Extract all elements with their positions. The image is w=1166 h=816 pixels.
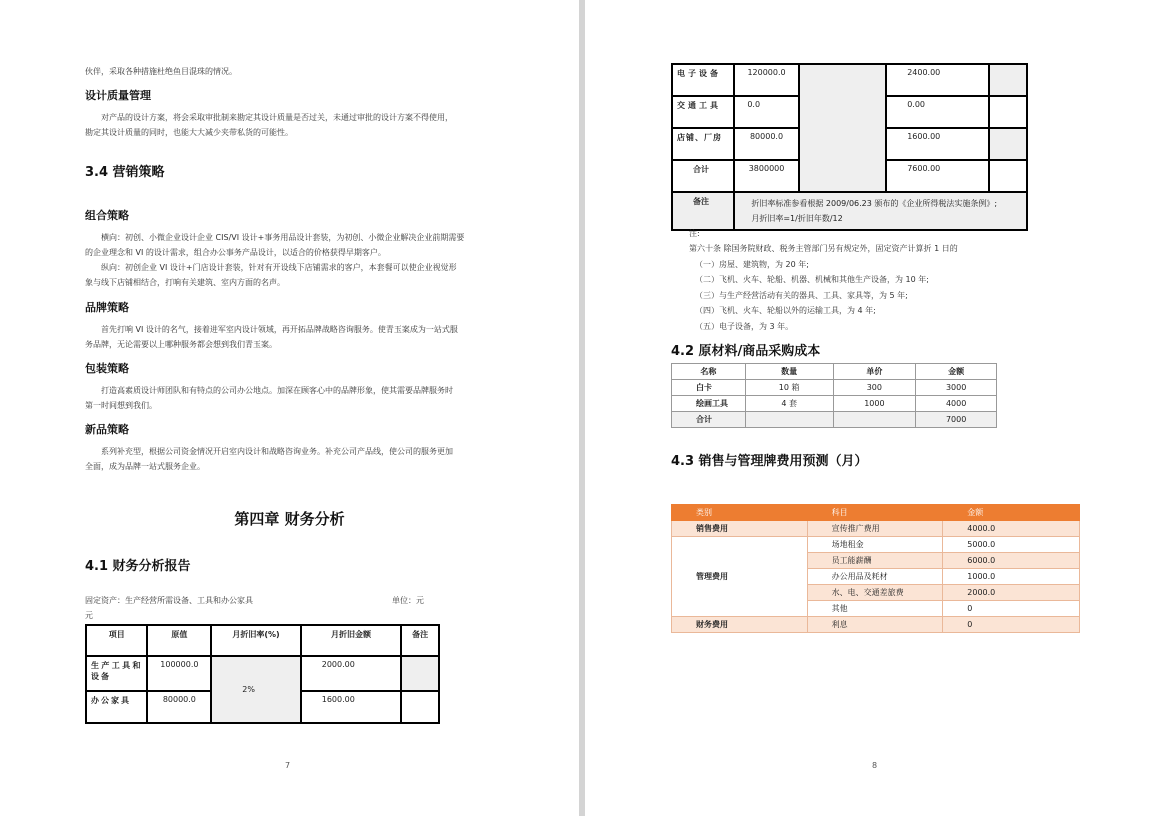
table-header-row <box>672 505 1080 521</box>
depreciation-rate: 2% <box>211 656 300 723</box>
table-row <box>672 380 997 396</box>
unit-label: 单位：元 <box>392 596 424 605</box>
expense-amount: 0 <box>943 601 1080 617</box>
remark-line: 折旧率标准参看根据 2009/06.23 颁布的《企业所得税法实施条例》; <box>751 199 998 208</box>
unit-price: 300 <box>833 380 916 396</box>
note-line: （四）飞机、火车、轮船以外的运输工具，为 4 年; <box>695 306 876 315</box>
unit-label-wrap: 元 <box>85 611 93 620</box>
fixed-asset-table <box>85 624 440 724</box>
expense-item: 员工能薪酬 <box>807 553 943 569</box>
new-product-text: 系列补充型，根据公司资金情况开启室内设计和战略咨询业务。补充公司产品线，使公司的服务更加 <box>101 447 453 456</box>
fixed-assets-label: 固定资产：生产经营所需设备、工具和办公家具 <box>85 596 253 605</box>
asset-item: 合计 <box>672 160 734 192</box>
column-header: 项目 <box>86 625 147 656</box>
asset-value: 80000.0 <box>147 691 211 723</box>
packaging-text: 第一时间想到我们。 <box>85 401 157 410</box>
combo-text: 的企业理念和 VI 的设计需求，组合办公事务产品设计，以适合的价格获得早期客户。 <box>85 248 386 257</box>
expense-amount: 1000.0 <box>943 569 1080 585</box>
unit-price: 1000 <box>833 396 916 412</box>
monthly-depreciation: 1600.00 <box>301 691 401 723</box>
asset-item: 办公家具 <box>86 691 147 723</box>
table-row <box>672 396 997 412</box>
expense-amount: 6000.0 <box>943 553 1080 569</box>
column-header: 科目 <box>807 505 943 521</box>
column-header: 数量 <box>745 364 833 380</box>
expense-amount: 2000.0 <box>943 585 1080 601</box>
table-row <box>672 64 1027 96</box>
design-quality-text: 对产品的设计方案，将会采取审批制来勘定其设计质量是否过关，未通过审批的设计方案不得使用， <box>101 113 453 122</box>
left-page <box>0 0 579 816</box>
marketing-heading: 3.4 营销策略 <box>85 165 165 180</box>
column-header: 金额 <box>916 364 997 380</box>
item-name: 合计 <box>672 412 746 428</box>
amount: 3000 <box>916 380 997 396</box>
column-header: 单价 <box>833 364 916 380</box>
expense-item: 宣传推广费用 <box>807 521 943 537</box>
column-header: 月折旧金额 <box>301 625 401 656</box>
remark-cell <box>989 160 1027 192</box>
amount: 7000 <box>916 412 997 428</box>
asset-value: 100000.0 <box>147 656 211 691</box>
packaging-text: 打造高素质设计师团队和有特点的公司办公地点。加深在顾客心中的品牌形象，使其需要品牌服务时 <box>101 386 453 395</box>
remark-cell <box>401 656 439 691</box>
brand-text: 首先打响 VI 设计的名气，接着进军室内设计领域，再开拓品牌战略咨询服务。使青玉案成为一站式服 <box>101 325 458 334</box>
design-quality-text: 勘定其设计质量的同时，也能大大减少夹带私货的可能性。 <box>85 128 293 137</box>
table-row <box>672 192 1027 230</box>
brand-strategy-heading: 品牌策略 <box>85 301 129 314</box>
table-header-row <box>86 625 439 656</box>
financial-report-heading: 4.1 财务分析报告 <box>85 559 191 574</box>
item-name: 绘画工具 <box>672 396 746 412</box>
remark-cell <box>989 128 1027 160</box>
fixed-asset-table-continued <box>671 63 1028 231</box>
monthly-depreciation: 1600.00 <box>886 128 989 160</box>
purchase-cost-heading: 4.2 原材料/商品采购成本 <box>671 344 821 359</box>
expense-item: 办公用品及耗材 <box>807 569 943 585</box>
note-label: 注: <box>689 229 700 238</box>
combo-text: 纵向：初创企业 VI 设计+门店设计套装，针对有开设线下店铺需求的客户，本套餐可以使企业视觉形 <box>101 263 457 272</box>
amount: 4000 <box>916 396 997 412</box>
combo-text: 横向：初创、小微企业设计企业 CIS/VI 设计+事务用品设计套装，为初创、小微企业解决企业前期需要 <box>101 233 465 242</box>
expense-item: 场地租金 <box>807 537 943 553</box>
table-row <box>672 412 997 428</box>
table-row <box>672 617 1080 633</box>
remark-cell <box>401 691 439 723</box>
monthly-depreciation: 2000.00 <box>301 656 401 691</box>
chapter-title: 第四章 财务分析 <box>234 510 345 528</box>
expense-item: 利息 <box>807 617 943 633</box>
expense-item: 水、电、交通差旅费 <box>807 585 943 601</box>
purchase-cost-table <box>671 363 997 428</box>
depreciation-rate-merged <box>799 64 886 192</box>
quantity: 10 箱 <box>745 380 833 396</box>
category-label: 管理费用 <box>672 537 808 617</box>
item-name: 白卡 <box>672 380 746 396</box>
column-header: 备注 <box>401 625 439 656</box>
note-line: （三）与生产经营活动有关的器具、工具、家具等，为 5 年; <box>695 291 908 300</box>
unit-price <box>833 412 916 428</box>
asset-item: 店铺、厂房 <box>672 128 734 160</box>
asset-item: 生产工具和设备 <box>86 656 147 691</box>
asset-value: 0.0 <box>734 96 798 128</box>
note-line: （一）房屋、建筑物，为 20 年; <box>695 260 809 269</box>
expense-amount: 0 <box>943 617 1080 633</box>
right-page <box>585 0 1166 816</box>
new-product-strategy-heading: 新品策略 <box>85 423 129 436</box>
table-header-row <box>672 364 997 380</box>
note-line: （五）电子设备，为 3 年。 <box>695 322 794 331</box>
brand-text: 务品牌，无论需要以上哪种服务都会想到我们青玉案。 <box>85 340 277 349</box>
quantity <box>745 412 833 428</box>
expense-amount: 5000.0 <box>943 537 1080 553</box>
note-line: （二）飞机、火车、轮船、机器、机械和其他生产设备，为 10 年; <box>695 275 929 284</box>
intro-line: 伙伴，采取各种措施杜绝鱼目混珠的情况。 <box>85 67 237 76</box>
monthly-depreciation: 7600.00 <box>886 160 989 192</box>
asset-item: 交通工具 <box>672 96 734 128</box>
table-row <box>672 537 1080 553</box>
combo-text: 象与线下店铺相结合，打响有关建筑、室内方面的名声。 <box>85 278 285 287</box>
asset-value: 80000.0 <box>734 128 798 160</box>
expense-forecast-heading: 4.3 销售与管理牌费用预测（月） <box>671 454 868 469</box>
column-header: 原值 <box>147 625 211 656</box>
combo-strategy-heading: 组合策略 <box>85 209 129 222</box>
asset-value: 120000.0 <box>734 64 798 96</box>
remark-cell <box>989 96 1027 128</box>
new-product-text: 全面，成为品牌一站式服务企业。 <box>85 462 205 471</box>
column-header: 类别 <box>672 505 808 521</box>
column-header: 名称 <box>672 364 746 380</box>
packaging-strategy-heading: 包装策略 <box>85 362 129 375</box>
table-row <box>86 656 439 691</box>
monthly-depreciation: 2400.00 <box>886 64 989 96</box>
note-line: 第六十条 除国务院财政、税务主管部门另有规定外，固定资产计算折 1 日的 <box>689 244 958 253</box>
expense-amount: 4000.0 <box>943 521 1080 537</box>
quantity: 4 套 <box>745 396 833 412</box>
remark-line: 月折旧率=1/折旧年数/12 <box>751 214 843 223</box>
design-quality-heading: 设计质量管理 <box>85 89 151 102</box>
page-number: 8 <box>872 761 878 770</box>
remark-label: 备注 <box>672 192 734 230</box>
asset-value: 3800000 <box>734 160 798 192</box>
remark-content <box>734 192 1027 230</box>
page-number: 7 <box>285 761 291 770</box>
category-label: 销售费用 <box>672 521 808 537</box>
category-label: 财务费用 <box>672 617 808 633</box>
column-header: 金额 <box>943 505 1080 521</box>
asset-item: 电子设备 <box>672 64 734 96</box>
remark-cell <box>989 64 1027 96</box>
monthly-depreciation: 0.00 <box>886 96 989 128</box>
expense-item: 其他 <box>807 601 943 617</box>
expense-forecast-table <box>671 504 1080 633</box>
column-header: 月折旧率(%) <box>211 625 300 656</box>
table-row <box>672 521 1080 537</box>
